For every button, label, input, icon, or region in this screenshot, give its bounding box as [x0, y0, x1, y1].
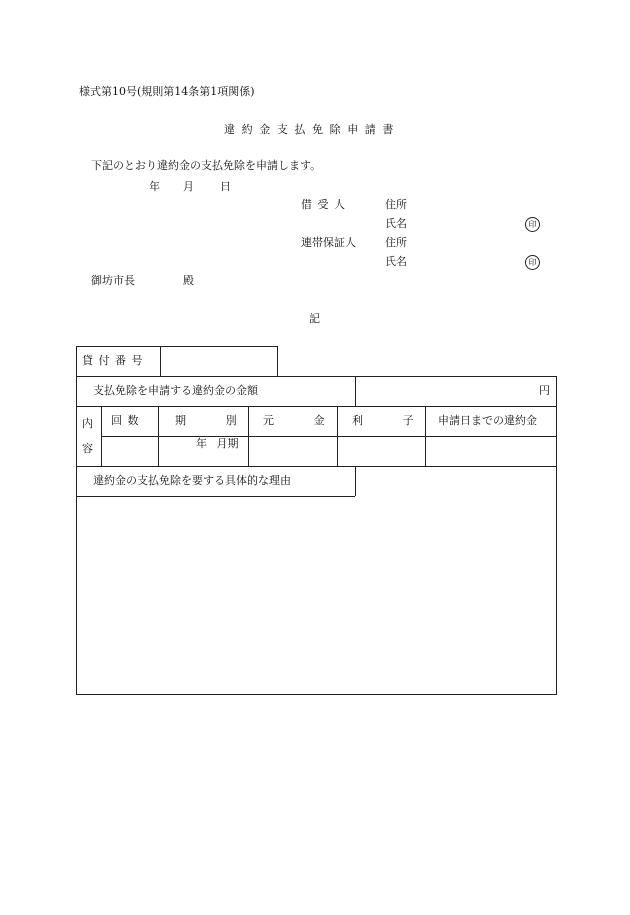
date-month: 月: [183, 180, 194, 193]
date-year: 年: [149, 180, 160, 193]
reason-label: 違約金の支払免除を要する具体的な理由: [93, 474, 291, 487]
ki-label: 記: [309, 312, 320, 325]
loan-number-label: 貸付番号: [82, 354, 148, 367]
addressee-mayor: 御坊市長: [91, 274, 135, 287]
column-interest: 利子: [352, 414, 454, 427]
column-period: 期別: [175, 414, 277, 427]
form-number: 様式第10号(規則第14条第1項関係): [79, 85, 255, 98]
borrower-label: 借受人: [301, 198, 351, 211]
seal-icon: 印: [525, 217, 540, 232]
amount-label: 支払免除を申請する違約金の金額: [93, 384, 258, 397]
amount-field[interactable]: [356, 377, 556, 406]
column-penalty-until: 申請日までの違約金: [438, 414, 537, 427]
borrower-name-label: 氏名: [385, 217, 407, 230]
guarantor-name-label: 氏名: [385, 255, 407, 268]
details-label-bottom: 容: [82, 442, 93, 455]
loan-number-field[interactable]: [161, 347, 277, 376]
yen-unit: 円: [539, 384, 550, 397]
period-value: 年 月期: [196, 437, 239, 450]
column-principal: 元金: [263, 414, 365, 427]
addressee-honorific: 殿: [183, 274, 194, 287]
intro-text: 下記のとおり違約金の支払免除を申請します。: [91, 159, 322, 172]
date-day: 日: [220, 180, 231, 193]
reason-field[interactable]: [77, 497, 556, 694]
guarantor-address-label: 住所: [385, 236, 407, 249]
borrower-address-label: 住所: [385, 198, 407, 211]
column-count: 回数: [111, 414, 144, 427]
guarantor-label: 連帯保証人: [301, 236, 356, 249]
seal-icon: 印: [525, 255, 540, 270]
page-title: 違約金支払免除申請書: [224, 123, 400, 136]
details-label-top: 内: [82, 417, 93, 430]
